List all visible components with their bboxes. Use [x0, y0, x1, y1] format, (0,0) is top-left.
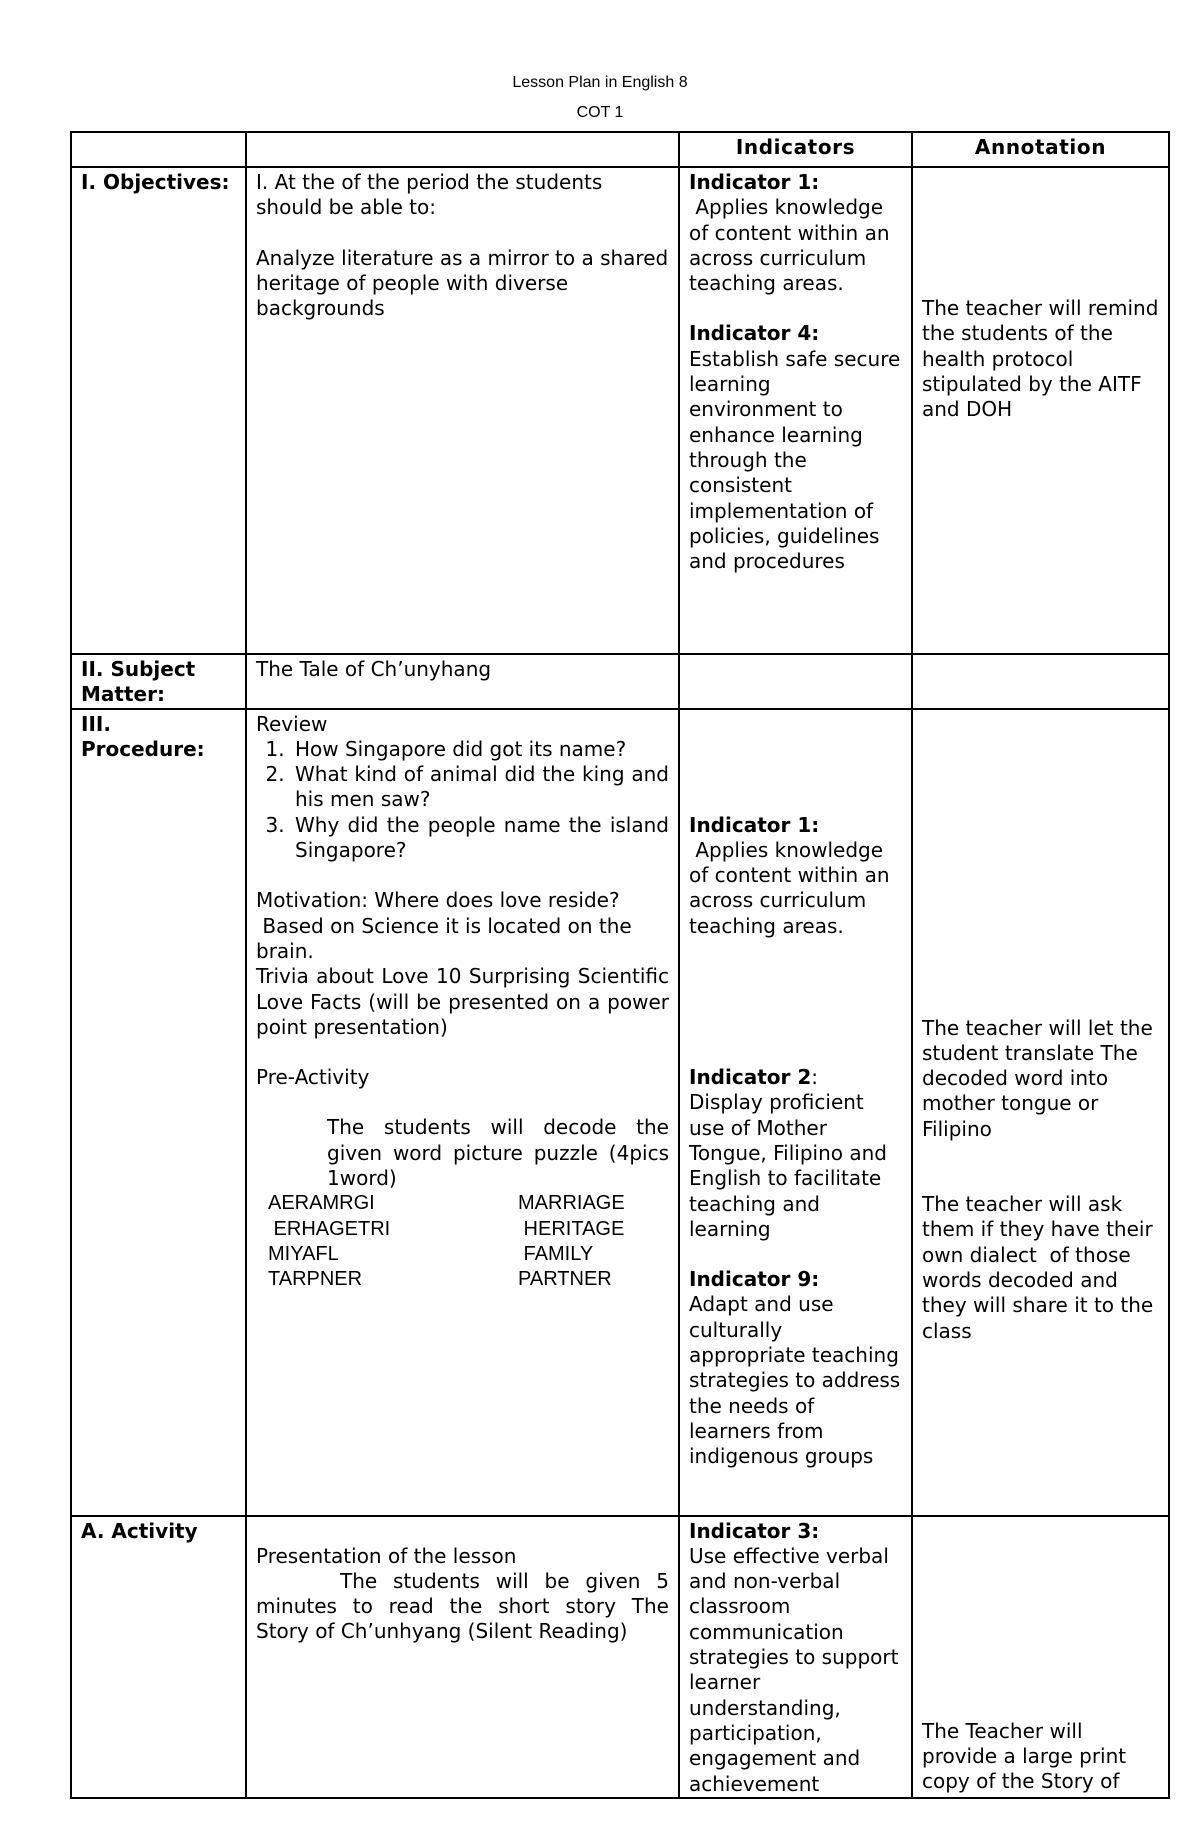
answer-word: PARTNER	[518, 1268, 612, 1291]
indicator-title: Indicator 1:	[689, 170, 820, 194]
procedure-row	[71, 709, 1169, 1516]
procedure-annotation	[912, 709, 1169, 1516]
subject-matter-row	[71, 654, 1169, 709]
word-puzzle-list	[256, 1191, 669, 1292]
indicator-title: Indicator 3:	[689, 1518, 820, 1543]
answer-word: HERITAGE	[518, 1217, 625, 1240]
empty-cell	[679, 654, 912, 709]
objectives-annotation: The teacher will remind the students of the health protocol stipulated by the AITF and DOH	[912, 167, 1169, 654]
activity-indicators	[679, 1516, 912, 1798]
indicator-2-heading	[689, 1065, 902, 1090]
review-questions	[256, 737, 669, 863]
review-heading: Review	[256, 711, 328, 736]
indicator-text: Applies knowledge of content within an across curriculum teaching areas.	[689, 837, 896, 938]
pre-activity-heading: Pre-Activity	[256, 1065, 370, 1090]
indicator-text: Adapt and use culturally appropriate teaching strategies to address the needs of learners from indigenous groups	[689, 1292, 901, 1469]
indicator-title: Indicator 2	[689, 1065, 812, 1090]
document-subtitle: COT 1	[576, 104, 624, 121]
list-item: 1. How Singapore did got its name?	[291, 737, 669, 762]
objectives-indicators	[679, 167, 912, 654]
decode-instructions: The students will decode the given word picture puzzle (4pics 1word)	[327, 1115, 669, 1191]
objectives-label: I. Objectives:	[71, 167, 246, 654]
lesson-plan-table	[70, 131, 1170, 1799]
subject-matter-text: The Tale of Ch’unyhang	[246, 654, 679, 709]
header-blank-cell	[246, 132, 679, 167]
jumbled-word: MIYAFL	[268, 1242, 339, 1265]
indicator-text: Establish safe secure learning environment to enhance learning through the consistent implementation of policies, guidelines and procedures	[689, 346, 901, 574]
answer-word: MARRIAGE	[518, 1192, 625, 1215]
jumbled-word: TARPNER	[268, 1268, 363, 1291]
indicator-title: Indicator 1:	[689, 812, 820, 837]
indicator-colon: :	[811, 1065, 818, 1090]
objectives-row	[71, 167, 1169, 654]
list-item	[256, 1217, 669, 1242]
procedure-indicators	[679, 709, 912, 1516]
activity-content	[246, 1516, 679, 1798]
activity-text: The students will be given 5 minutes to read the short story The Story of Ch’unhyang (Silent Reading)	[256, 1568, 669, 1644]
list-item	[256, 1242, 669, 1267]
activity-annotation: The Teacher will provide a large print copy of the Story of	[912, 1516, 1169, 1798]
list-item	[256, 1191, 669, 1216]
trivia-text: Trivia about Love 10 Surprising Scientific Love Facts (will be presented on a power point presentation)	[256, 964, 669, 1039]
empty-cell	[912, 654, 1169, 709]
indicator-title: Indicator 9:	[689, 1267, 820, 1292]
indicators-header: Indicators	[679, 132, 912, 167]
subject-matter-label: II. Subject Matter:	[71, 654, 246, 709]
list-item	[256, 1267, 669, 1292]
presentation-heading: Presentation of the lesson	[256, 1543, 517, 1568]
procedure-content	[246, 709, 679, 1516]
indicator-title: Indicator 4:	[689, 321, 820, 346]
procedure-label: III. Procedure:	[71, 709, 246, 1516]
answer-word: FAMILY	[518, 1242, 594, 1265]
indicator-text: Use effective verbal and non-verbal classroom communication strategies to support learner understanding, participation, engagement and achievement	[689, 1543, 899, 1796]
document-title: Lesson Plan in English 8	[512, 74, 688, 91]
annotation-text: The teacher will let the student translate The decoded word into mother tongue or Filipino	[922, 1015, 1153, 1141]
activity-label: A. Activity	[71, 1516, 246, 1798]
activity-row	[71, 1516, 1169, 1798]
list-item: 3. Why did the people name the island Singapore?	[291, 813, 669, 864]
jumbled-word: ERHAGETRI	[268, 1217, 391, 1240]
jumbled-word: AERAMRGI	[268, 1192, 375, 1215]
table-header-row	[71, 132, 1169, 167]
indicator-text: Display proficient use of Mother Tongue, Filipino and English to facilitate teaching and learning	[689, 1090, 887, 1241]
list-item: 2. What kind of animal did the king and his men saw?	[291, 762, 669, 813]
objectives-content	[246, 167, 679, 654]
annotation-text: The teacher will ask them if they have their own dialect of those words decoded and they will share it to the class	[922, 1192, 1160, 1343]
indicator-text: Applies knowledge of content within an across curriculum teaching areas.	[689, 195, 896, 296]
objectives-intro: I. At the of the period the students should be able to:	[256, 170, 603, 220]
annotation-header: Annotation	[912, 132, 1169, 167]
header-blank-cell	[71, 132, 246, 167]
motivation-answer: Based on Science it is located on the brain.	[256, 913, 639, 963]
motivation-question: Motivation: Where does love reside?	[256, 888, 620, 913]
objectives-statement: Analyze literature as a mirror to a shared heritage of people with diverse backgrounds	[256, 245, 669, 321]
